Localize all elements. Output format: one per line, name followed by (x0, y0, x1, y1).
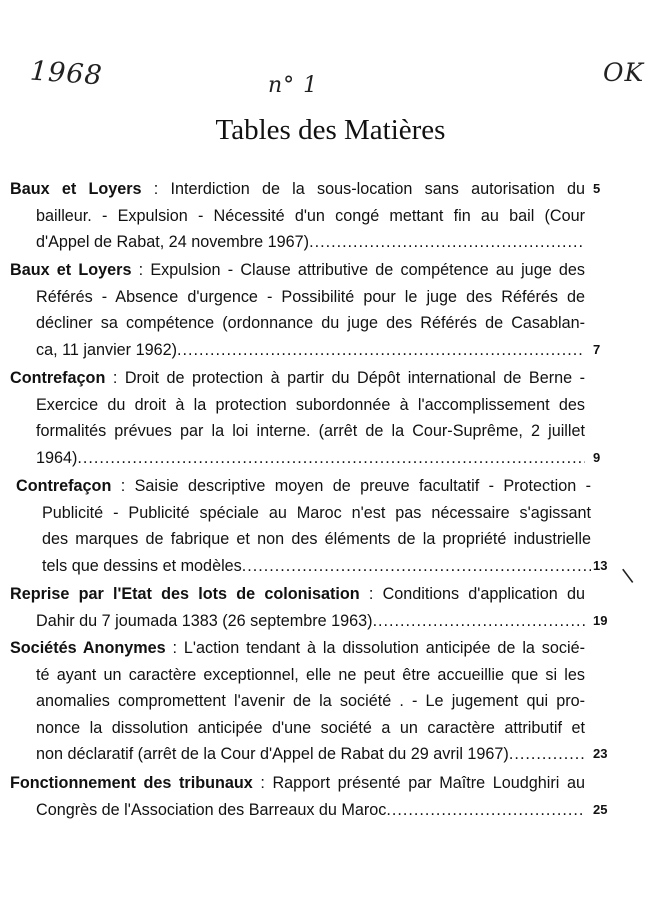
toc-entry-text: Publicité - Publicité spéciale au Maroc n'est pas nécessaire s'agissant (42, 503, 591, 522)
toc-entry-text: anomalies compromettent l'avenir de la société . - Le jugement qui pro- (36, 692, 585, 710)
toc-entry-line (10, 310, 585, 337)
toc-entry (10, 581, 585, 634)
toc-entry-line (10, 337, 585, 364)
toc-entry-line (10, 229, 585, 256)
toc-entry (10, 176, 585, 256)
toc-entry-text: ca, 11 janvier 1962) (36, 340, 177, 359)
toc-leader-dots (386, 797, 585, 824)
toc-entry (10, 257, 585, 363)
toc-entry-text: Exercice du droit à la protection subordonnée à l'accomplissement des (36, 395, 585, 414)
toc-page-number: 23 (593, 746, 608, 761)
toc-entry-text: : L'action tendant à la dissolution anticipée de la socié- (165, 639, 585, 657)
toc-entry-line (10, 688, 585, 715)
toc-leader-dots (177, 337, 585, 364)
toc-entry-subject: Sociétés Anonymes (10, 639, 166, 657)
handwritten-ok-mark: OK (603, 58, 645, 87)
toc-entry-text: bailleur. - Expulsion - Nécessité d'un congé mettant fin au bail (Cour (36, 206, 585, 225)
toc-entry-line (10, 797, 585, 824)
toc-entry-line (16, 500, 591, 527)
toc-entry (10, 770, 585, 823)
toc-entry-text: décliner sa compétence (ordonnance du juge des Référés de Casablan- (36, 314, 585, 332)
toc-page-number: 13 (593, 557, 608, 573)
toc-entry-line (10, 581, 585, 608)
toc-entry-line (10, 365, 585, 392)
page-title: Tables des Matières (215, 114, 446, 146)
toc-entry-line (10, 257, 585, 284)
toc-entry-text: : Rapport présenté par Maître Loudghiri au (252, 774, 585, 792)
toc-entry-line (10, 284, 585, 311)
toc-entry-text: 1964) (36, 448, 78, 467)
toc-entry-line (10, 176, 585, 203)
toc-page-number: 25 (593, 801, 608, 817)
toc-entry-text: non déclaratif (arrêt de la Cour d'Appel de Rabat du 29 avril 1967) (36, 745, 509, 763)
toc-entry-text: tels que dessins et modèles (42, 556, 242, 575)
toc-entry-subject: Contrefaçon (10, 369, 106, 387)
toc-leader-dots (242, 553, 591, 580)
toc-entry-text: : Expulsion - Clause attributive de compétence au juge des (131, 261, 585, 279)
toc-leader-dots (309, 229, 585, 256)
toc-entry (10, 365, 585, 471)
toc-entry (10, 635, 585, 768)
toc-entry-text: nonce la dissolution anticipée d'une société a un caractère attributif et (36, 718, 585, 737)
toc-page-number: 7 (593, 341, 601, 357)
toc-entry-text: : Saisie descriptive moyen de preuve facultatif - Protection - (111, 477, 591, 495)
toc-entry-line (10, 392, 585, 419)
toc-entry-line (10, 635, 585, 662)
toc-entry-text: des marques de fabrique et non des éléments de la propriété industrielle (42, 530, 591, 548)
handwritten-tick-mark: \ (618, 562, 638, 588)
toc-entry (16, 473, 591, 579)
toc-entry-text: : Droit de protection à partir du Dépôt international de Berne - (105, 369, 585, 387)
toc-page-number: 19 (593, 612, 608, 628)
toc-entry-line (10, 662, 585, 689)
handwritten-year: 1968 (29, 55, 104, 92)
toc-entry-line (16, 526, 591, 553)
toc-entry-text: d'Appel de Rabat, 24 novembre 1967) (36, 233, 310, 251)
toc-entry-subject: Baux et Loyers (10, 180, 142, 198)
toc-entry-text: : Interdiction de la sous-location sans autorisation du (141, 180, 585, 198)
toc-page-number: 9 (593, 449, 601, 465)
toc-leader-dots (373, 608, 585, 635)
toc-entry-text: : Conditions d'application du (359, 585, 585, 603)
toc-entry-line (10, 203, 585, 230)
toc-entry-line (10, 770, 585, 797)
toc-entry-text: Référés - Absence d'urgence - Possibilité pour le juge des Référés de (36, 287, 585, 306)
toc-entry-line (10, 418, 585, 445)
toc-entry-line (10, 715, 585, 742)
toc-entry-text: Congrès de l'Association des Barreaux du Maroc (36, 800, 387, 819)
toc-entry-text: formalités prévues par la loi interne. (arrêt de la Cour-Suprême, 2 juillet (36, 422, 585, 440)
toc-entry-subject: Contrefaçon (16, 477, 112, 495)
handwritten-issue-number: n° 1 (268, 73, 319, 98)
toc-leader-dots (77, 445, 585, 472)
toc-page-number: 5 (593, 181, 601, 196)
toc-entry-subject: Reprise par l'Etat des lots de colonisation (10, 585, 360, 603)
toc-leader-dots (509, 741, 585, 768)
toc-entry-text: Dahir du 7 joumada 1383 (26 septembre 1963) (36, 611, 373, 630)
toc-entry-line (10, 445, 585, 472)
toc-entry-line (10, 608, 585, 635)
toc-entry-line (10, 741, 585, 768)
toc-entry-line (16, 553, 591, 580)
toc-entry-subject: Baux et Loyers (10, 261, 132, 279)
toc-entry-text: té ayant un caractère exceptionnel, elle ne peut être accueillie que si les (36, 665, 585, 684)
toc-entry-line (16, 473, 591, 500)
toc-entry-subject: Fonctionnement des tribunaux (10, 774, 253, 792)
